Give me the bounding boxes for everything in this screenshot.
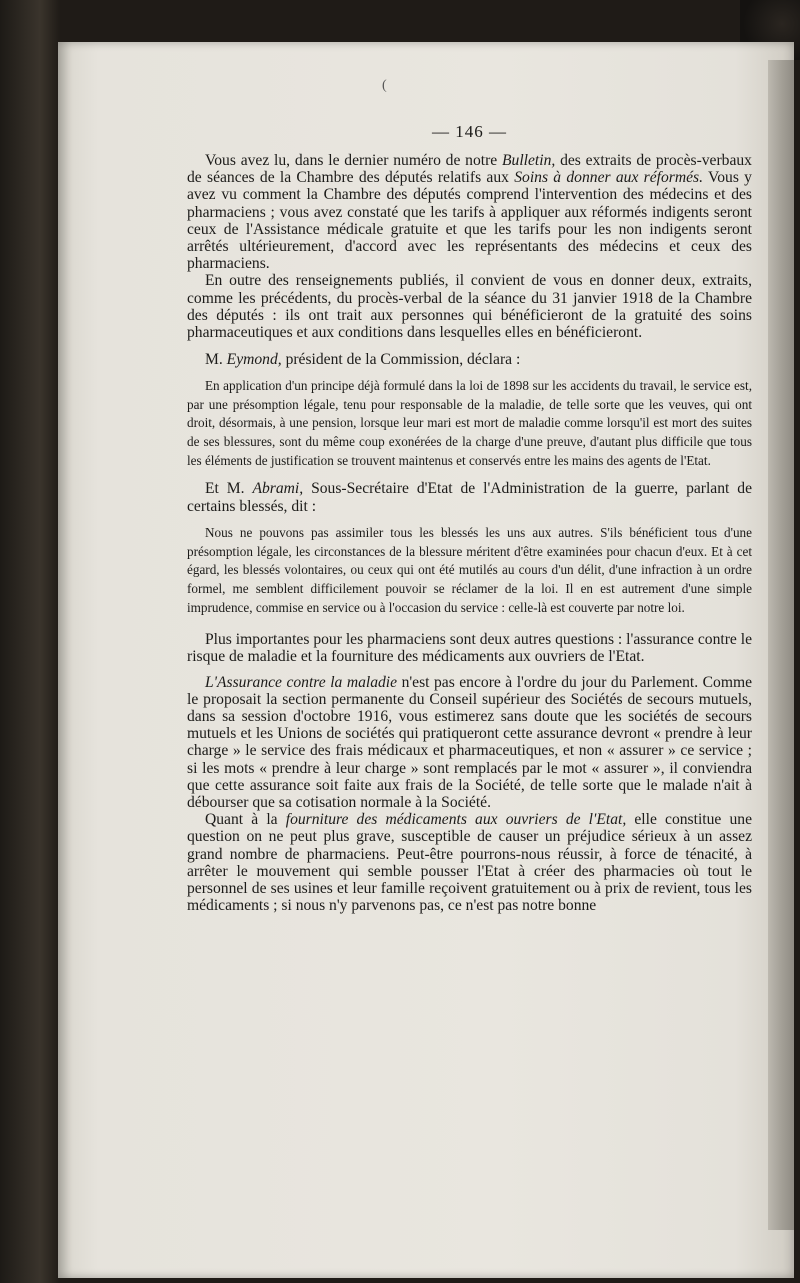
page-number: — 146 — <box>432 122 507 141</box>
p9-text-c: elle constitue une question on ne peut plus grave, susceptible de causer un préjudice sérieux à un assez grand nombre de pharmaciens. Peut-être pourrons-nous réussir, à force de ténacité, à arrêter le mouvement qui semble pousser l'Etat à créer des pharmacies où tout le personnel de ses usines et leur famille reçoivent gratuitement ou à prix de revient, tous les médicaments ; si nous n'y parvenons pas, ce n'est pas notre bonne <box>187 811 752 915</box>
paragraph-3 <box>187 351 752 369</box>
quote-eymond: En application d'un principe déjà formulé dans la loi de 1898 sur les accidents du travail, le service est, par une présomption légale, tenu pour responsable de la maladie, de telle sorte que les veuves, qui ont droit, désormais, à une pension, lorsque leur mari est mort de maladie comme lorsqu'il est mort des suites de ses blessures, sont du même coup exonérées de la charge d'une preuve, d'autant plus difficile que tous les éléments de justification se trouvent maintenus et conservés entre les mains des agents de l'Etat. <box>187 378 752 468</box>
quote-abrami: Nous ne pouvons pas assimiler tous les blessés les uns aux autres. S'ils bénéficient tous d'une présomption légale, les circonstances de la blessure méritent d'être examinées pour chacun d'eux. Et à cet égard, les blessés volontaires, ou ceux qui ont été mutilés au cours d'un délit, d'une infraction à un ordre formel, me semblent difficilement pouvoir se réclamer de la loi. Il en est autrement d'une simple imprudence, commise en service ou à l'occasion du service : celle-là est couverte par notre loi. <box>187 525 752 615</box>
p5-text-a: Et M. <box>205 480 253 498</box>
paragraph-9 <box>187 811 752 914</box>
p5-text-c: Sous-Secrétaire d'Etat de l'Administration de la guerre, parlant de certains blessés, dit : <box>187 480 752 516</box>
p3-eymond: Eymond, <box>226 351 282 369</box>
p1-text-c: des extraits de procès-verbaux de séances de la Chambre des députés relatifs aux <box>187 152 752 187</box>
p5-abrami: Abrami, <box>252 480 304 498</box>
p8-assurance-title: L'Assurance contre la maladie <box>205 673 398 691</box>
paragraph-8 <box>187 674 752 812</box>
paragraph-7: Plus importantes pour les pharmaciens sont deux autres questions : l'assurance contre le risque de maladie et la fourniture des médicaments aux ouvriers de l'Etat. <box>187 631 752 666</box>
p9-fourniture-title: fourniture des médicaments aux ouvriers de l'Etat, <box>285 811 627 829</box>
p1-bulletin: Bulletin, <box>502 152 556 169</box>
page-text <box>187 122 752 914</box>
p1-text-a: Vous avez lu, dans le dernier numéro de notre <box>205 152 503 169</box>
top-mark: ( <box>382 78 387 93</box>
p1-soins-title: Soins à donner aux réformés. <box>514 169 703 187</box>
p3-text-a: M. <box>205 351 227 369</box>
paragraph-2: En outre des renseignements publiés, il convient de vous en donner deux, extraits, comme les précédents, du procès-verbal de la séance du 31 janvier 1918 de la Chambre des députés : ils ont trait aux personnes qui bénéficieront de la gratuité des soins pharmaceutiques et aux conditions dans lesquelles elles en bénéficieront. <box>187 272 752 342</box>
page-gutter <box>768 60 794 1230</box>
paragraph-1 <box>187 152 752 272</box>
p3-text-c: président de la Commission, déclara : <box>281 351 521 369</box>
p8-text-b: n'est pas encore à l'ordre du jour du Parlement. Comme le proposait la section permanente du Conseil supérieur des Sociétés de secours mutuels, dans sa session d'octobre 1916, vous estimerez sans doute que les sociétés de secours mutuels et les Unions de sociétés qui pratiqueront cette assurance devront « prendre à leur charge » le service des frais médicaux et pharmaceutiques, et non « assurer » ce service ; si les mots « prendre à leur charge » sont remplacés par le mot « assurer », il conviendra que cette assurance soit faite aux frais de la Société, de telle sorte que le malade n'ait à débourser que sa cotisation normale à la Société. <box>187 673 752 811</box>
p1-text-e: Vous y avez vu comment la Chambre des députés comprend l'intervention des médecins et des pharmaciens ; vous avez constaté que les tarifs à appliquer aux réformés indigents seront ceux de l'Assistance médicale gratuite et que les tarifs pour les non indigents seront arrêtés ultérieurement, d'accord avec les représentants des médecins et ceux des pharmaciens. <box>187 169 752 273</box>
p9-text-a: Quant à la <box>205 811 286 829</box>
paragraph-5 <box>187 480 752 516</box>
